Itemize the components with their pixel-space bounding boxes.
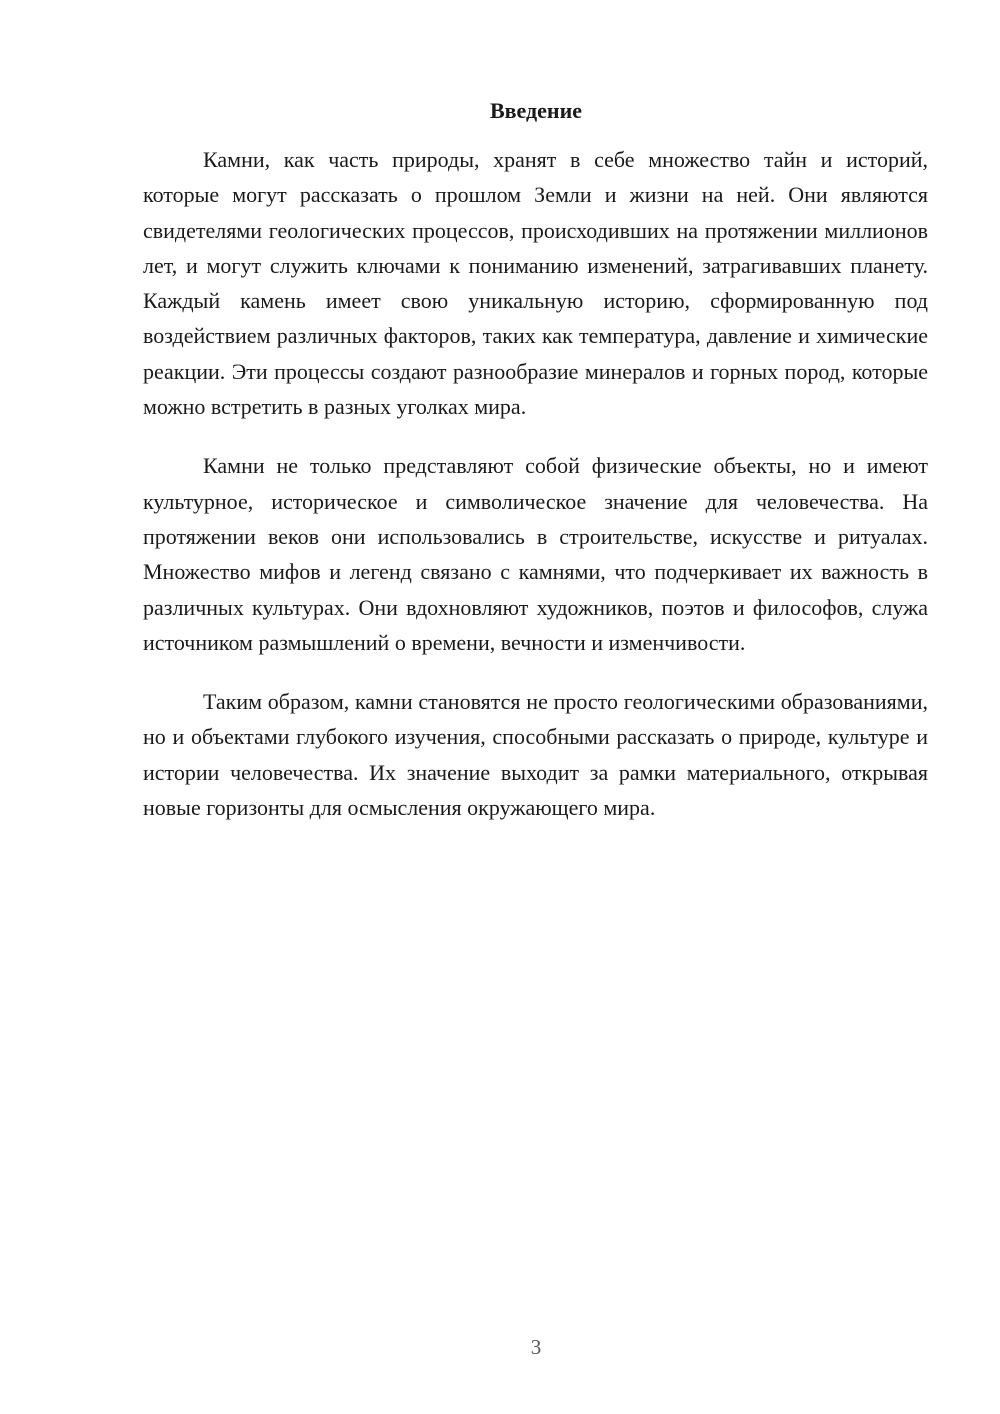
paragraph-1: Камни, как часть природы, хранят в себе множество тайн и историй, которые могут рассказать о прошлом Земли и жизни на ней. Они являются свидетелями геологических процессов, происходивших на протяжении миллионов лет, и могут служить ключами к пониманию изменений, затрагивавших планету. Каждый камень имеет свою уникальную историю, сформированную под воздействием различных факторов, таких как температура, давление и химические реакции. Эти процессы создают разнообразие минералов и горных пород, которые можно встретить в разных уголках мира. bbox=[143, 147, 928, 420]
paragraph-3: Таким образом, камни становятся не просто геологическими образованиями, но и объектами глубокого изучения, способными рассказать о природе, культуре и истории человечества. Их значение выходит за рамки материального, открывая новые горизонты для осмысления окружающего мира. bbox=[143, 689, 928, 821]
body-text bbox=[143, 142, 928, 849]
paragraph-2: Камни не только представляют собой физические объекты, но и имеют культурное, историческое и символическое значение для человечества. На протяжении веков они использовались в строительстве, искусстве и ритуалах. Множество мифов и легенд связано с камнями, что подчеркивает их важность в различных культурах. Они вдохновляют художников, поэтов и философов, служа источником размышлений о времени, вечности и изменчивости. bbox=[143, 453, 928, 655]
page-number: 3 bbox=[530, 1335, 542, 1359]
section-heading: Введение bbox=[489, 98, 583, 123]
